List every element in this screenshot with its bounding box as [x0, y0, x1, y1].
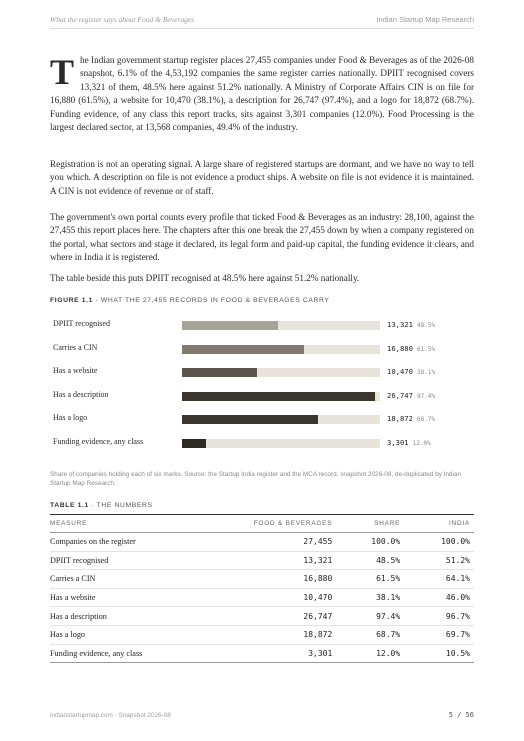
table-cell-count: 13,321 — [235, 551, 336, 570]
numbers-table — [50, 514, 474, 663]
chart-percent-label: 97.4% — [416, 392, 436, 400]
figure-caption: Share of companies holding each of six marks. Source: the Startup India register and the MCA record, snapshot 2026-08, de-duplicated by Indian Startup Map Research. — [50, 471, 462, 487]
table-row — [50, 625, 474, 644]
column-header-share: SHARE — [336, 515, 404, 533]
chart-bar — [182, 345, 304, 354]
table-cell-india: 51.2% — [404, 551, 474, 570]
chart-value-label — [387, 320, 435, 329]
table-row — [50, 644, 474, 663]
chart-value-label — [387, 438, 431, 447]
table-row — [50, 551, 474, 570]
chart-row — [50, 362, 474, 384]
table-row — [50, 588, 474, 607]
chart-row — [50, 433, 474, 455]
table-cell-india: 46.0% — [404, 588, 474, 607]
chart-count-label: 16,880 — [387, 343, 413, 353]
column-header-food-beverages: FOOD & BEVERAGES — [235, 515, 336, 533]
table-cell-share: 97.4% — [336, 607, 404, 626]
table-cell-measure: Carries a CIN — [50, 570, 235, 589]
running-header-title: What the register says about Food & Beverages — [50, 15, 195, 24]
page-number: 5 / 56 — [448, 711, 474, 719]
table-cell-measure: DPIIT recognised — [50, 551, 235, 570]
table-cell-measure: Has a description — [50, 607, 235, 626]
chart-count-label: 10,470 — [387, 367, 413, 376]
chart-row — [50, 339, 474, 361]
figure-title-text: WHAT THE 27,455 RECORDS IN FOOD & BEVERAGES CARRY — [100, 297, 330, 304]
table-row — [50, 533, 474, 552]
table-cell-measure: Has a logo — [50, 625, 235, 644]
table-cell-share: 61.5% — [336, 570, 404, 589]
chart-count-label: 18,872 — [387, 414, 413, 423]
table-cell-share: 48.5% — [336, 551, 404, 570]
table-cell-count: 10,470 — [235, 588, 336, 607]
caveat-paragraph: Registration is not an operating signal. A large share of registered startups are dormant, and we have no way to tell you which. A description on file is not evidence a product ships. A website on file is not evidence it is maintained. A CIN is not evidence of revenue or of staff. — [50, 159, 474, 196]
table-cell-count: 3,301 — [235, 644, 336, 663]
chart-count-label: 13,321 — [387, 320, 413, 329]
table-cell-measure: Has a website — [50, 588, 235, 607]
chart-category-label: Has a description — [53, 389, 109, 399]
intro-paragraph — [50, 54, 474, 134]
chart-value-label — [387, 344, 435, 353]
portal-count-paragraph: The government's own portal counts every profile that ticked Food & Beverages as an industry: 28,100, against the 27,455 this report places here. The chapters after this one break the 27,455 down by when a company registered on the portal, what sectors and stage it declared, its legal form and paid-up capital, the funding evidence it clears, and where in India it is registered. — [50, 212, 474, 263]
chart-bar — [182, 439, 206, 448]
running-header — [50, 14, 474, 29]
chart-category-label: Funding evidence, any class — [53, 436, 144, 446]
table-body — [50, 533, 474, 663]
running-footer — [50, 712, 474, 722]
table-cell-measure: Companies on the register — [50, 533, 235, 552]
chart-percent-label: 48.5% — [416, 322, 436, 329]
intro-paragraph-text: he Indian government startup register places 27,455 companies under Food & Beverages as of the 2026-08 snapshot, 6.1% of the 4,53,192 companies the same register carries nationally. DPIIT recognised covers 13,321 of them, 48.5% here against 51.2% nationally. A Ministry of Corporate Affairs CIN is on file for 16,880 (61.5%), a website for 10,470 (38.1%), a description for 26,747 (97.4%), and a logo for 18,872 (68.7%). Funding evidence, of any class this report tracks, sits against 3,301 companies (12.0%). Food Processing is the largest declared sector, at 13,568 companies, 49.4% of the industry. — [50, 55, 474, 133]
table-cell-india: 10.5% — [404, 644, 474, 663]
chart-bar-track — [182, 439, 380, 448]
table-cell-india: 100.0% — [404, 533, 474, 552]
chart-bar-track — [182, 321, 380, 330]
footer-source: indianstartupmap.com · Snapshot 2026-08 — [50, 712, 171, 719]
table-cell-share: 38.1% — [336, 588, 404, 607]
chart-bar-track — [182, 368, 380, 377]
chart-count-label: 3,301 — [387, 437, 409, 447]
table-cell-count: 26,747 — [235, 607, 336, 626]
chart-value-label — [387, 367, 435, 376]
figure-label: FIGURE 1.1 — [50, 297, 94, 304]
column-header-measure: MEASURE — [50, 515, 235, 533]
chart-category-label: Has a website — [53, 366, 98, 375]
chart-row — [50, 386, 474, 408]
chart-row — [50, 409, 474, 431]
table-cell-share: 100.0% — [336, 533, 404, 552]
table-cell-share: 68.7% — [336, 625, 404, 644]
table-row — [50, 607, 474, 626]
chart-bar-track — [182, 345, 380, 354]
chart-value-label — [387, 414, 435, 423]
chart-percent-label: 12.0% — [412, 439, 431, 447]
table-cell-india: 96.7% — [404, 607, 474, 626]
chart-bar-track — [182, 415, 380, 424]
table-cell-india: 64.1% — [404, 570, 474, 589]
chart-category-label: Carries a CIN — [53, 342, 98, 352]
chart-count-label: 26,747 — [387, 390, 413, 400]
chart-bar — [182, 392, 375, 401]
marks-bar-chart — [50, 313, 474, 458]
table-cell-count: 18,872 — [235, 625, 336, 644]
chart-bar — [182, 415, 318, 424]
chart-percent-label: 61.5% — [416, 345, 436, 353]
chart-bar — [182, 321, 278, 330]
drop-cap: T — [50, 52, 75, 92]
chart-category-label: DPIIT recognised — [53, 319, 110, 328]
figure-title: FIGURE 1.1 · WHAT THE 27,455 RECORDS IN FOOD & BEVERAGES CARRY — [50, 297, 330, 304]
chart-category-label: Has a logo — [53, 413, 88, 422]
table-cell-india: 69.7% — [404, 625, 474, 644]
table-label: TABLE 1.1 — [50, 502, 89, 509]
chart-value-label — [387, 391, 435, 400]
table-cell-measure: Funding evidence, any class — [50, 644, 235, 663]
table-cell-share: 12.0% — [336, 644, 404, 663]
table-title: TABLE 1.1 · THE NUMBERS — [50, 502, 153, 509]
chart-bar-track — [182, 392, 380, 401]
chart-bar — [182, 368, 257, 377]
table-title-text: THE NUMBERS — [96, 502, 153, 509]
chart-percent-label: 38.1% — [416, 369, 436, 376]
running-header-publisher: Indian Startup Map Research — [376, 15, 474, 24]
table-cell-count: 27,455 — [235, 533, 336, 552]
column-header-india: INDIA — [404, 515, 474, 533]
table-cell-count: 16,880 — [235, 570, 336, 589]
table-reference-paragraph: The table beside this puts DPIIT recognised at 48.5% here against 51.2% nationally. — [50, 273, 360, 283]
chart-percent-label: 68.7% — [416, 416, 436, 423]
table-row — [50, 570, 474, 589]
table-header-row — [50, 515, 474, 533]
chart-row — [50, 315, 474, 337]
